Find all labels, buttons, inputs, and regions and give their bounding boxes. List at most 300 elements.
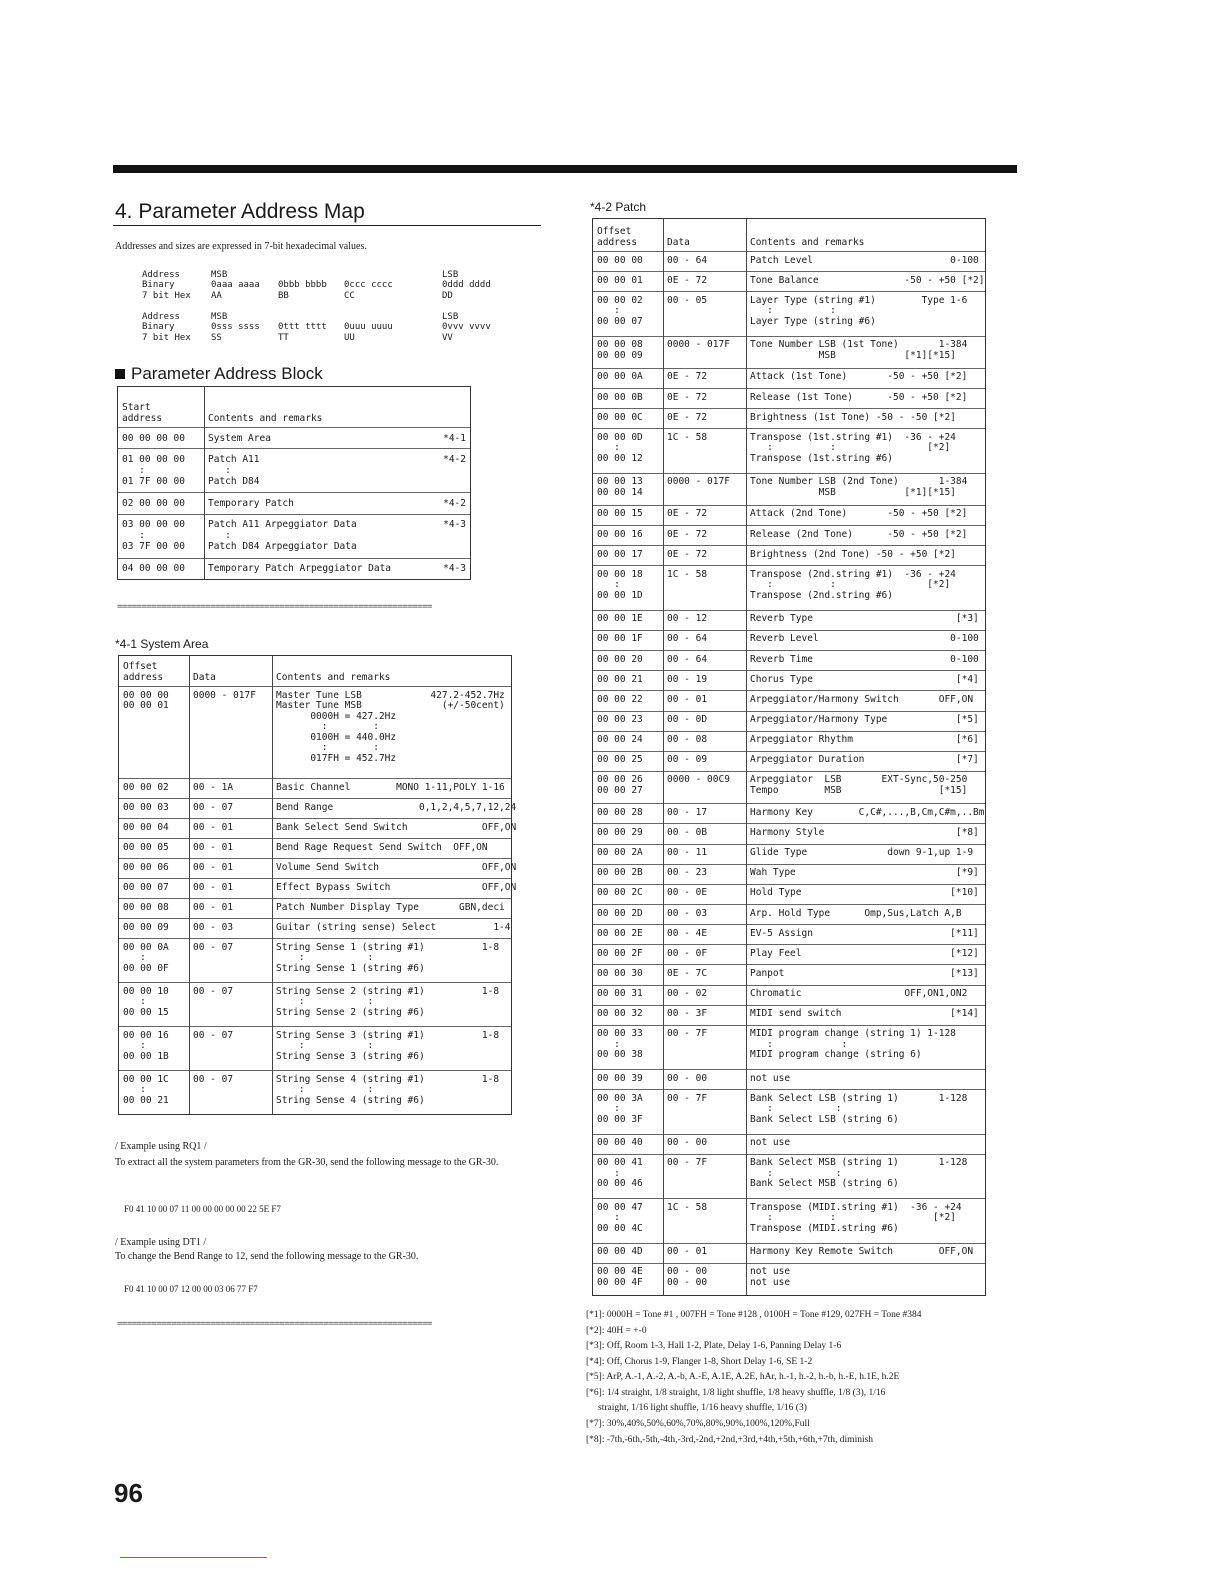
table-cell: 00 - 0F bbox=[667, 947, 708, 959]
table-cell: 00 - 11 bbox=[667, 847, 708, 859]
top-rule bbox=[113, 165, 1017, 173]
table-cell: 00 00 05 bbox=[123, 841, 169, 853]
table-cell: 0E - 72 bbox=[667, 391, 708, 403]
table-row bbox=[119, 838, 511, 859]
table-cell: Attack (1st Tone) -50 - +50 [*2] bbox=[750, 371, 968, 383]
table-cell: 00 - 01 bbox=[193, 881, 234, 893]
table-row bbox=[593, 1069, 985, 1090]
table-row bbox=[118, 514, 470, 559]
table-row bbox=[593, 505, 985, 526]
table-cell: 00 00 21 bbox=[597, 673, 643, 685]
table-cell: 01 00 00 00 : 01 7F 00 00 bbox=[122, 453, 185, 487]
table-row bbox=[593, 1025, 985, 1070]
table-cell: 00 - 7F bbox=[667, 1028, 708, 1040]
table-cell: 00 00 24 bbox=[597, 734, 643, 746]
table-row bbox=[119, 778, 511, 799]
table-cell: Arpeggiator Duration [*7] bbox=[750, 754, 979, 766]
address-block-table bbox=[117, 386, 471, 580]
table-cell: 00 - 01 bbox=[193, 901, 234, 913]
table-cell: Master Tune LSB 427.2-452.7Hz Master Tune MSB (+/-50cent) 0000H = 427.2Hz : : 0100H = 440.0Hz : : 017FH = 452.7Hz bbox=[276, 689, 505, 764]
table-cell: 00 00 0A bbox=[597, 371, 643, 383]
address-format-cell: CC bbox=[344, 291, 355, 301]
table-cell: 00 - 00 00 - 00 bbox=[667, 1266, 708, 1288]
table-cell: 00 00 20 bbox=[597, 653, 643, 665]
table-cell: Patch Number Display Type GBN,deci bbox=[276, 901, 505, 913]
table-cell: 00 00 0B bbox=[597, 391, 643, 403]
table-cell: 00 00 32 bbox=[597, 1008, 643, 1020]
table-cell: 00 00 23 bbox=[597, 714, 643, 726]
table-cell: Patch Level 0-100 bbox=[750, 254, 979, 266]
table-cell: 00 - 19 bbox=[667, 673, 708, 685]
table-row bbox=[119, 686, 511, 779]
table-cell: 00 - 12 bbox=[667, 613, 708, 625]
table-cell: 00 - 09 bbox=[667, 754, 708, 766]
table-cell: Tone Number LSB (1st Tone) 1-384 MSB [*1][*15] bbox=[750, 339, 968, 361]
table-cell: Release (1st Tone) -50 - +50 [*2] bbox=[750, 391, 968, 403]
table-row bbox=[593, 650, 985, 671]
table-cell: Tone Balance -50 - +50 [*2] bbox=[750, 274, 985, 286]
example1-text: To extract all the system parameters from the GR-30, send the following message to the GR-30. bbox=[115, 1157, 499, 1168]
table-row bbox=[118, 448, 470, 493]
table-cell: 00 00 0D : 00 00 12 bbox=[597, 431, 643, 464]
table-cell: 00 - 64 bbox=[667, 633, 708, 645]
table-row bbox=[593, 525, 985, 546]
table-cell: 00 00 17 bbox=[597, 548, 643, 560]
table-cell: 00 00 16 bbox=[597, 528, 643, 540]
address-format-cell: 0aaa aaaa bbox=[211, 280, 260, 290]
table-cell: Temporary Patch Arpeggiator Data bbox=[208, 563, 392, 575]
table-cell: 00 00 0A : 00 00 0F bbox=[123, 941, 169, 974]
table-cell: Tone Number LSB (2nd Tone) 1-384 MSB [*1][*15] bbox=[750, 476, 968, 498]
table-row bbox=[593, 1263, 985, 1296]
footnote: [*6]: 1/4 straight, 1/8 straight, 1/8 light shuffle, 1/8 heavy shuffle, 1/8 (3), 1/16 bbox=[586, 1388, 886, 1398]
table-cell: System Area bbox=[208, 432, 271, 444]
table-cell: 00 00 25 bbox=[597, 754, 643, 766]
table-cell: not use bbox=[750, 1072, 791, 1084]
table-cell: 00 00 22 bbox=[597, 693, 643, 705]
table-cell: Chorus Type [*4] bbox=[750, 673, 979, 685]
table-cell: 00 00 2C bbox=[597, 887, 643, 899]
table-cell: 00 - 17 bbox=[667, 806, 708, 818]
address-format-cell: VV bbox=[442, 333, 453, 343]
table-cell: 00 - 3F bbox=[667, 1008, 708, 1020]
example2-message: F0 41 10 00 07 12 00 00 03 06 77 F7 bbox=[124, 1284, 258, 1294]
table-cell: 02 00 00 00 bbox=[122, 497, 185, 509]
table-row bbox=[119, 1070, 511, 1115]
table-row bbox=[593, 336, 985, 369]
table-cell: Bank Select Send Switch OFF,ON bbox=[276, 821, 517, 833]
table-cell: 0000 - 017F bbox=[193, 689, 256, 701]
table-row bbox=[593, 731, 985, 752]
table-cell: 00 - 02 bbox=[667, 988, 708, 1000]
table-cell: 00 00 0C bbox=[597, 411, 643, 423]
address-format-cell: 0sss ssss bbox=[211, 322, 260, 332]
table-row bbox=[118, 558, 470, 580]
patch-table bbox=[592, 218, 986, 1296]
address-format-cell: Binary bbox=[142, 280, 175, 290]
table-row bbox=[593, 904, 985, 925]
table-cell: Reverb Time 0-100 bbox=[750, 653, 979, 665]
footnote: [*2]: 40H = +-0 bbox=[586, 1326, 647, 1336]
example2-title: / Example using DT1 / bbox=[115, 1237, 207, 1248]
table-cell: 00 - 01 bbox=[193, 841, 234, 853]
table-cell: 00 00 08 00 00 09 bbox=[597, 339, 643, 361]
system-area-title: *4-1 System Area bbox=[115, 637, 209, 651]
table-cell: 00 00 47 : 00 00 4C bbox=[597, 1201, 643, 1234]
table-cell: Play Feel [*12] bbox=[750, 947, 979, 959]
table-row bbox=[593, 964, 985, 985]
table-cell: 00 00 39 bbox=[597, 1072, 643, 1084]
table-cell: Basic Channel MONO 1-11,POLY 1-16 bbox=[276, 781, 505, 793]
table-cell: Effect Bypass Switch OFF,ON bbox=[276, 881, 517, 893]
table-cell: 00 00 06 bbox=[123, 861, 169, 873]
table-cell: 00 00 07 bbox=[123, 881, 169, 893]
table-cell: 00 00 02 : 00 00 07 bbox=[597, 294, 643, 327]
table-cell: 0E - 72 bbox=[667, 528, 708, 540]
table-row bbox=[119, 818, 517, 839]
table-cell: 00 00 40 bbox=[597, 1137, 643, 1149]
table-header-cell: Data bbox=[193, 671, 216, 683]
table-row bbox=[593, 944, 985, 965]
table-cell: 00 00 16 : 00 00 1B bbox=[123, 1029, 169, 1062]
table-cell: 00 00 09 bbox=[123, 921, 169, 933]
table-header-cell: Data bbox=[667, 236, 690, 248]
table-row bbox=[593, 1243, 985, 1264]
address-format-cell: 7 bit Hex bbox=[142, 333, 191, 343]
table-header-cell: Contents and remarks bbox=[750, 236, 865, 248]
table-cell: 0E - 72 bbox=[667, 371, 708, 383]
table-row bbox=[119, 898, 511, 919]
table-row bbox=[118, 427, 470, 449]
address-format-cell: MSB bbox=[211, 270, 228, 280]
table-cell: 00 00 33 : 00 00 38 bbox=[597, 1028, 643, 1061]
table-cell: 00 00 00 bbox=[597, 254, 643, 266]
table-row bbox=[119, 878, 517, 899]
address-format-cell: TT bbox=[278, 333, 289, 343]
table-cell: EV-5 Assign [*11] bbox=[750, 927, 979, 939]
table-row bbox=[593, 1134, 985, 1155]
table-cell: 00 00 08 bbox=[123, 901, 169, 913]
block-title bbox=[115, 364, 323, 384]
table-cell: 00 00 2D bbox=[597, 907, 643, 919]
table-cell: Reverb Level 0-100 bbox=[750, 633, 979, 645]
table-cell: Release (2nd Tone) -50 - +50 [*2] bbox=[750, 528, 968, 540]
table-cell: 00 00 2E bbox=[597, 927, 643, 939]
table-cell: Arp. Hold Type Omp,Sus,Latch A,B bbox=[750, 907, 962, 919]
separator-line: ================================================================ bbox=[117, 602, 432, 612]
example1-message: F0 41 10 00 07 11 00 00 00 00 00 22 5E F7 bbox=[124, 1204, 281, 1214]
table-cell: String Sense 4 (string #1) 1-8 : : String Sense 4 (string #6) bbox=[276, 1073, 500, 1106]
table-cell: 00 - 64 bbox=[667, 254, 708, 266]
table-row bbox=[593, 1154, 985, 1199]
address-format-cell: MSB bbox=[211, 312, 228, 322]
separator-line-bottom: ================================================================ bbox=[117, 1319, 432, 1329]
table-cell: 00 - 00 bbox=[667, 1072, 708, 1084]
table-header-row bbox=[119, 656, 511, 686]
table-row bbox=[593, 864, 985, 885]
table-cell: 00 00 02 bbox=[123, 781, 169, 793]
table-cell: 00 00 26 00 00 27 bbox=[597, 774, 643, 796]
footnote: [*3]: Off, Room 1-3, Hall 1-2, Plate, Delay 1-6, Panning Delay 1-6 bbox=[586, 1341, 842, 1351]
table-cell: Reverb Type [*3] bbox=[750, 613, 979, 625]
table-header-cell: Offset address bbox=[123, 661, 164, 683]
table-cell: Bend Rage Request Send Switch OFF,ON bbox=[276, 841, 488, 853]
table-cell: Patch A11 : Patch D84 bbox=[208, 453, 260, 487]
page-number: 96 bbox=[114, 1478, 143, 1508]
table-cell: 00 00 00 00 bbox=[122, 432, 185, 444]
table-header-cell: Offset address bbox=[597, 226, 638, 248]
table-cell: 00 - 0E bbox=[667, 887, 708, 899]
address-format-cell: 0vvv vvvv bbox=[442, 322, 491, 332]
column-divider bbox=[204, 387, 205, 579]
table-cell: 00 - 07 bbox=[193, 801, 234, 813]
table-cell-ref: *4-1 bbox=[443, 432, 466, 444]
table-cell: 00 - 07 bbox=[193, 985, 234, 997]
table-cell: 00 00 1C : 00 00 21 bbox=[123, 1073, 169, 1106]
table-cell: 00 - 01 bbox=[193, 821, 234, 833]
table-cell: 00 00 30 bbox=[597, 967, 643, 979]
table-header-row bbox=[593, 219, 985, 251]
table-cell: 00 00 4E 00 00 4F bbox=[597, 1266, 643, 1288]
table-row bbox=[593, 428, 985, 473]
block-title-text: Parameter Address Block bbox=[131, 364, 323, 383]
table-row bbox=[593, 985, 985, 1006]
table-cell: Harmony Style [*8] bbox=[750, 826, 979, 838]
table-cell: Arpeggiator/Harmony Switch OFF,ON bbox=[750, 693, 974, 705]
table-row bbox=[593, 388, 985, 409]
table-cell: Arpeggiator LSB EXT-Sync,50-250 Tempo MSB [*15] bbox=[750, 774, 968, 796]
table-cell: 0000 - 017F bbox=[667, 476, 730, 488]
table-cell: 1C - 58 bbox=[667, 1201, 708, 1213]
address-format-cell: AA bbox=[211, 291, 222, 301]
table-row bbox=[119, 982, 511, 1027]
table-row bbox=[593, 771, 985, 804]
table-cell: Chromatic OFF,ON1,ON2 bbox=[750, 988, 968, 1000]
table-cell: 0E - 72 bbox=[667, 548, 708, 560]
table-row bbox=[119, 918, 511, 939]
table-cell: 00 00 41 : 00 00 46 bbox=[597, 1157, 643, 1190]
table-row bbox=[593, 803, 985, 824]
table-cell-ref: *4-2 bbox=[443, 453, 466, 465]
table-cell: Bank Select LSB (string 1) 1-128 : : Bank Select LSB (string 6) bbox=[750, 1092, 968, 1125]
table-cell: Glide Type down 9-1,up 1-9 bbox=[750, 847, 974, 859]
address-format-cell: LSB bbox=[442, 270, 459, 280]
address-format-cell: 0ddd dddd bbox=[442, 280, 491, 290]
table-cell: Transpose (2nd.string #1) -36 - +24 : : [*2] Transpose (2nd.string #6) bbox=[750, 568, 956, 601]
table-cell: 00 00 1E bbox=[597, 613, 643, 625]
table-cell: 00 - 08 bbox=[667, 734, 708, 746]
table-cell: Volume Send Switch OFF,ON bbox=[276, 861, 517, 873]
table-cell: Wah Type [*9] bbox=[750, 867, 979, 879]
table-row bbox=[118, 492, 470, 514]
footnote: [*5]: ArP, A.-1, A.-2, A.-b, A.-E, A.1E, A.2E, hAr, h.-1, h.-2, h.-b, h.-E, h.1E, h.2E bbox=[586, 1372, 900, 1382]
table-cell: Brightness (1st Tone) -50 - -50 [*2] bbox=[750, 411, 956, 423]
table-cell: 00 - 01 bbox=[667, 1246, 708, 1258]
table-row bbox=[593, 1089, 985, 1134]
table-cell: Brightness (2nd Tone) -50 - +50 [*2] bbox=[750, 548, 956, 560]
address-format-cell: BB bbox=[278, 291, 289, 301]
table-cell: 00 - 01 bbox=[193, 861, 234, 873]
table-cell: 0000 - 017F bbox=[667, 339, 730, 351]
table-row bbox=[593, 271, 985, 292]
table-cell-ref: *4-3 bbox=[443, 563, 466, 575]
table-cell: 00 - 03 bbox=[667, 907, 708, 919]
table-cell: 00 - 0B bbox=[667, 826, 708, 838]
table-cell: Layer Type (string #1) Type 1-6 : : Layer Type (string #6) bbox=[750, 294, 968, 327]
table-cell: 00 00 00 00 00 01 bbox=[123, 689, 169, 711]
table-row bbox=[593, 823, 985, 844]
table-cell: 0E - 72 bbox=[667, 508, 708, 520]
table-cell: MIDI program change (string 1) 1-128 : : MIDI program change (string 6) bbox=[750, 1028, 956, 1061]
example1-title: / Example using RQ1 / bbox=[115, 1141, 207, 1152]
table-cell-ref: *4-3 bbox=[443, 519, 466, 531]
address-format-cell: Address bbox=[142, 312, 180, 322]
table-cell: String Sense 2 (string #1) 1-8 : : String Sense 2 (string #6) bbox=[276, 985, 500, 1018]
table-cell: Bend Range 0,1,2,4,5,7,12,24 bbox=[276, 801, 517, 813]
patch-title: *4-2 Patch bbox=[590, 200, 647, 214]
system-area-table bbox=[118, 655, 517, 1115]
footnote: [*8]: -7th,-6th,-5th,-4th,-3rd,-2nd,+2nd,+3rd,+4th,+5th,+6th,+7th, diminish bbox=[586, 1435, 874, 1445]
table-cell: 00 00 2A bbox=[597, 847, 643, 859]
footnote: straight, 1/16 light shuffle, 1/16 heavy shuffle, 1/16 (3) bbox=[598, 1403, 807, 1413]
address-format-cell: DD bbox=[442, 291, 453, 301]
table-row bbox=[119, 1026, 511, 1071]
address-format-cell: UU bbox=[344, 333, 355, 343]
intro-text: Addresses and sizes are expressed in 7-bit hexadecimal values. bbox=[115, 241, 367, 252]
table-cell: 00 - 64 bbox=[667, 653, 708, 665]
table-cell: MIDI send switch [*14] bbox=[750, 1008, 979, 1020]
table-cell: 00 - 01 bbox=[667, 693, 708, 705]
table-cell: Hold Type [*10] bbox=[750, 887, 979, 899]
table-row bbox=[593, 1198, 985, 1243]
table-cell: 00 - 4E bbox=[667, 927, 708, 939]
address-format-cell: LSB bbox=[442, 312, 459, 322]
table-cell: 00 - 7F bbox=[667, 1092, 708, 1104]
table-cell: 0000 - 00C9 bbox=[667, 774, 730, 786]
table-row bbox=[593, 565, 985, 610]
table-cell: 00 - 23 bbox=[667, 867, 708, 879]
table-cell: Transpose (1st.string #1) -36 - +24 : : [*2] Transpose (1st.string #6) bbox=[750, 431, 956, 464]
table-row bbox=[593, 1005, 985, 1026]
table-header-cell: Contents and remarks bbox=[276, 671, 391, 683]
address-format-cell: 0ccc cccc bbox=[344, 280, 393, 290]
table-cell: 00 00 31 bbox=[597, 988, 643, 1000]
column-divider bbox=[663, 219, 664, 1295]
table-cell: not use not use bbox=[750, 1266, 791, 1288]
table-cell: 00 00 2F bbox=[597, 947, 643, 959]
table-cell: Harmony Key Remote Switch OFF,ON bbox=[750, 1246, 974, 1258]
table-row bbox=[593, 251, 985, 272]
table-cell: Attack (2nd Tone) -50 - +50 [*2] bbox=[750, 508, 968, 520]
table-cell: 03 00 00 00 : 03 7F 00 00 bbox=[122, 519, 185, 553]
table-cell: 00 - 03 bbox=[193, 921, 234, 933]
table-cell: Guitar (string sense) Select 1-4 bbox=[276, 921, 511, 933]
table-cell: 00 00 1F bbox=[597, 633, 643, 645]
table-cell: Panpot [*13] bbox=[750, 967, 979, 979]
table-header-row bbox=[118, 387, 470, 427]
table-cell: 00 - 07 bbox=[193, 1073, 234, 1085]
column-divider bbox=[746, 219, 747, 1295]
table-cell: 00 00 03 bbox=[123, 801, 169, 813]
address-format-cell: 0ttt tttt bbox=[278, 322, 327, 332]
column-divider bbox=[189, 656, 190, 1114]
table-cell: 00 - 00 bbox=[667, 1137, 708, 1149]
table-row bbox=[593, 751, 985, 772]
table-cell: 0E - 72 bbox=[667, 411, 708, 423]
table-row bbox=[593, 408, 985, 429]
table-cell: 1C - 58 bbox=[667, 568, 708, 580]
table-cell: 00 00 13 00 00 14 bbox=[597, 476, 643, 498]
example2-text: To change the Bend Range to 12, send the following message to the GR-30. bbox=[115, 1251, 419, 1262]
address-format-cell: 0uuu uuuu bbox=[344, 322, 393, 332]
table-cell: 00 00 04 bbox=[123, 821, 169, 833]
table-cell: Arpeggiator/Harmony Type [*5] bbox=[750, 714, 979, 726]
table-row bbox=[593, 610, 985, 631]
table-cell: 00 - 07 bbox=[193, 941, 234, 953]
column-divider bbox=[272, 656, 273, 1114]
table-cell: 00 - 1A bbox=[193, 781, 234, 793]
table-row bbox=[593, 545, 985, 566]
table-cell: Patch A11 Arpeggiator Data : Patch D84 Arpeggiator Data bbox=[208, 519, 357, 553]
table-row bbox=[593, 473, 985, 506]
table-cell: Harmony Key C,C#,...,B,Cm,C#m,..Bm bbox=[750, 806, 985, 818]
table-cell: 00 - 0D bbox=[667, 714, 708, 726]
table-cell: 00 00 29 bbox=[597, 826, 643, 838]
table-cell: 0E - 7C bbox=[667, 967, 708, 979]
table-cell: Bank Select MSB (string 1) 1-128 : : Bank Select MSB (string 6) bbox=[750, 1157, 968, 1190]
address-format-cell: Binary bbox=[142, 322, 175, 332]
table-cell: 00 00 10 : 00 00 15 bbox=[123, 985, 169, 1018]
table-cell: 0E - 72 bbox=[667, 274, 708, 286]
table-row bbox=[593, 844, 985, 865]
address-format-cell: 0bbb bbbb bbox=[278, 280, 327, 290]
table-row bbox=[593, 690, 985, 711]
table-cell: 00 00 15 bbox=[597, 508, 643, 520]
table-cell: 00 - 7F bbox=[667, 1157, 708, 1169]
footnote: [*7]: 30%,40%,50%,60%,70%,80%,90%,100%,120%,Full bbox=[586, 1419, 810, 1429]
bullet-square-icon bbox=[115, 369, 125, 379]
table-cell-ref: *4-2 bbox=[443, 497, 466, 509]
footnote: [*4]: Off, Chorus 1-9, Flanger 1-8, Short Delay 1-6, SE 1-2 bbox=[586, 1357, 813, 1367]
table-cell: Transpose (MIDI.string #1) -36 - +24 : : [*2] Transpose (MIDI.string #6) bbox=[750, 1201, 962, 1234]
address-format-cell: SS bbox=[211, 333, 222, 343]
table-row bbox=[593, 711, 985, 732]
table-row bbox=[593, 924, 985, 945]
footnote: [*1]: 0000H = Tone #1 , 007FH = Tone #128 , 0100H = Tone #129, 027FH = Tone #384 bbox=[586, 1310, 922, 1320]
table-row bbox=[119, 938, 511, 983]
table-row bbox=[593, 291, 985, 336]
table-row bbox=[593, 630, 985, 651]
table-cell: 04 00 00 00 bbox=[122, 563, 185, 575]
address-format-cell: 7 bit Hex bbox=[142, 291, 191, 301]
table-cell: String Sense 1 (string #1) 1-8 : : String Sense 1 (string #6) bbox=[276, 941, 500, 974]
table-header-cell: Contents and remarks bbox=[208, 413, 323, 424]
table-row bbox=[593, 670, 985, 691]
table-cell: Temporary Patch bbox=[208, 497, 294, 509]
table-cell: 00 00 3A : 00 00 3F bbox=[597, 1092, 643, 1125]
table-cell: Arpeggiator Rhythm [*6] bbox=[750, 734, 979, 746]
table-cell: 00 00 01 bbox=[597, 274, 643, 286]
table-row bbox=[593, 368, 985, 389]
table-cell: 00 00 4D bbox=[597, 1246, 643, 1258]
title-underline bbox=[113, 225, 541, 226]
table-cell: 00 - 07 bbox=[193, 1029, 234, 1041]
page-title: 4. Parameter Address Map bbox=[115, 200, 365, 223]
table-cell: 00 - 05 bbox=[667, 294, 708, 306]
table-cell: 1C - 58 bbox=[667, 431, 708, 443]
table-cell: not use bbox=[750, 1137, 791, 1149]
bottom-link-line bbox=[120, 1557, 267, 1558]
